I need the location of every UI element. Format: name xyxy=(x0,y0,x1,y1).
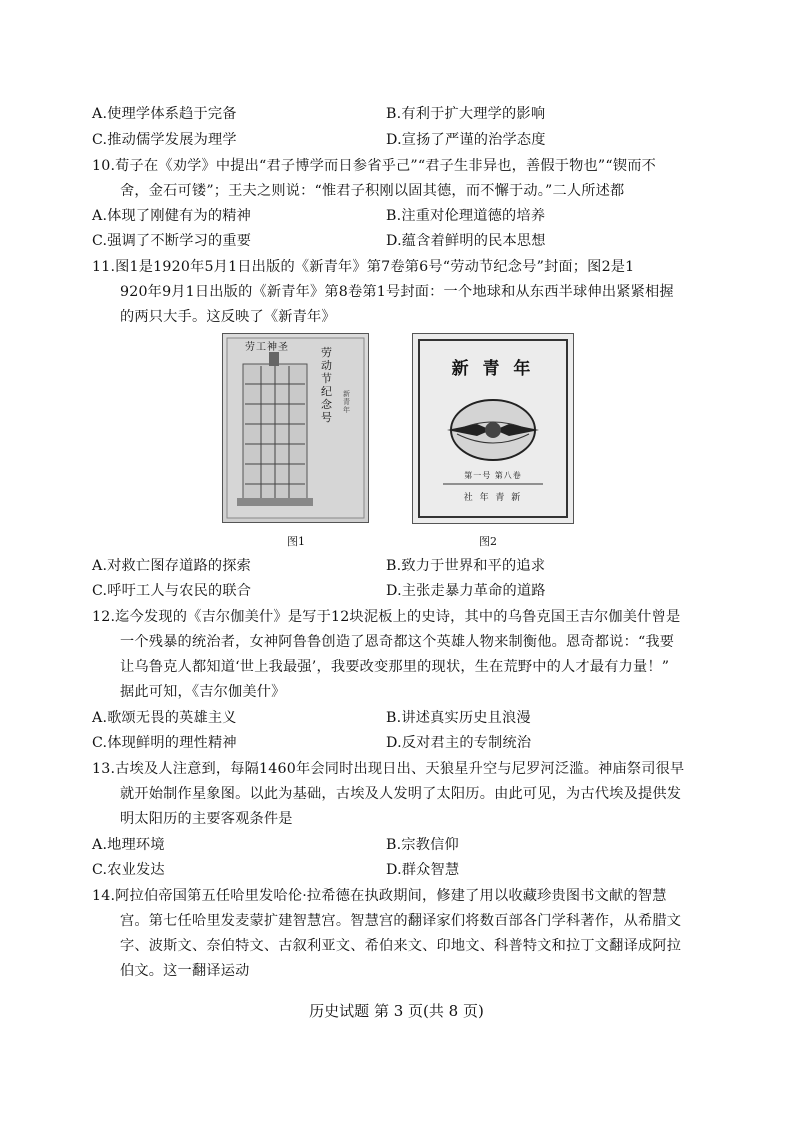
page-footer: 历史试题 第 3 页(共 8 页) xyxy=(309,1002,484,1020)
q13-stem-line2: 就开始制作星象图。以此为基础，古埃及人发明了太阳历。由此可见，为古代埃及提供发 xyxy=(120,786,682,802)
figure-2-caption: 图2 xyxy=(479,535,497,548)
q10-stem-line2: 舍，金石可镂”；王夫之则说：“惟君子积刚以固其德，而不懈于动。”二人所述都 xyxy=(120,183,625,199)
q9-option-d: D.宣扬了严谨的治学态度 xyxy=(386,132,546,148)
q13-option-c: C.农业发达 xyxy=(92,862,165,878)
q13-option-a: A.地理环境 xyxy=(92,837,165,853)
q11-stem-line3: 的两只大手。这反映了《新青年》 xyxy=(120,309,336,325)
q12-stem-line2: 一个残暴的统治者，女神阿鲁鲁创造了恩奇都这个英雄人物来制衡他。恩奇都说：“我要 xyxy=(120,634,675,650)
q11-stem-line1: 11.图1是1920年5月1日出版的《新青年》第7卷第6号“劳动节纪念号”封面；图2是1 xyxy=(92,259,635,275)
q12-stem-line4: 据此可知，《吉尔伽美什》 xyxy=(120,684,286,700)
q9-option-b: B.有利于扩大理学的影响 xyxy=(386,106,546,122)
q14-stem-line2: 宫。第七任哈里发麦蒙扩建智慧宫。智慧宫的翻译家们将数百部各门学科著作，从希腊文 xyxy=(120,913,682,929)
q13-option-d: D.群众智慧 xyxy=(386,862,460,878)
q14-stem-line3: 字、波斯文、奈伯特文、古叙利亚文、希伯来文、印地文、科普特文和拉丁文翻译成阿拉 xyxy=(120,938,682,954)
figure-2-publisher: 社 年 青 新 xyxy=(463,493,523,503)
q12-option-a: A.歌颂无畏的英雄主义 xyxy=(92,710,237,726)
q14-stem-line4: 伯文。这一翻译运动 xyxy=(120,963,250,979)
figure-1-illustration xyxy=(223,334,368,522)
figure-2-cover xyxy=(412,333,574,524)
q12-option-d: D.反对君主的专制统治 xyxy=(386,735,532,751)
q11-option-a: A.对救亡图存道路的探索 xyxy=(92,558,252,574)
q12-option-c: C.体现鲜明的理性精神 xyxy=(92,735,237,751)
figure-1-top-text: 劳工神圣 xyxy=(245,342,289,353)
q13-stem-line1: 13.古埃及人注意到，每隔1460年会同时出现日出、天狼星升空与尼罗河泛滥。神庙祭司很早 xyxy=(92,761,685,777)
q11-option-b: B.致力于世界和平的追求 xyxy=(386,558,546,574)
q12-stem-line3: 让乌鲁克人都知道‘世上我最强’，我要改变那里的现状，生在荒野中的人才最有力量！” xyxy=(120,659,670,675)
q14-stem-line1: 14.阿拉伯帝国第五任哈里发哈伦·拉希德在执政期间，修建了用以收藏珍贵图书文献的智慧 xyxy=(92,888,667,904)
q10-option-a: A.体现了刚健有为的精神 xyxy=(92,208,252,224)
q13-option-b: B.宗教信仰 xyxy=(386,837,459,853)
figure-2-title: 新 青 年 xyxy=(451,359,535,379)
q13-stem-line3: 明太阳历的主要客观条件是 xyxy=(120,811,293,827)
figure-1-small-text: 新青年 xyxy=(343,390,350,414)
figure-1-caption: 图1 xyxy=(287,535,305,548)
figure-1-cover xyxy=(222,333,369,523)
q10-option-b: B.注重对伦理道德的培养 xyxy=(386,208,546,224)
q9-option-a: A.使理学体系趋于完备 xyxy=(92,106,237,122)
q11-stem-line2: 920年9月1日出版的《新青年》第8卷第1号封面：一个地球和从东西半球伸出紧紧相握 xyxy=(120,284,674,300)
figure-1-side-title: 劳动节纪念号 xyxy=(321,346,332,424)
q10-stem-line1: 10.荀子在《劝学》中提出“君子博学而日参省乎己”“君子生非异也，善假于物也”“锲而不 xyxy=(92,158,656,174)
q12-option-b: B.讲述真实历史且浪漫 xyxy=(386,710,531,726)
q10-option-d: D.蕴含着鲜明的民本思想 xyxy=(386,233,546,249)
q11-option-d: D.主张走暴力革命的道路 xyxy=(386,583,546,599)
q11-option-c: C.呼吁工人与农民的联合 xyxy=(92,583,252,599)
q10-option-c: C.强调了不断学习的重要 xyxy=(92,233,252,249)
q9-option-c: C.推动儒学发展为理学 xyxy=(92,132,237,148)
q12-stem-line1: 12.迄今发现的《吉尔伽美什》是写于12块泥板上的史诗，其中的乌鲁克国王吉尔伽美什曾是 xyxy=(92,609,681,625)
figure-2-issue: 第一号 第八卷 xyxy=(464,471,522,480)
